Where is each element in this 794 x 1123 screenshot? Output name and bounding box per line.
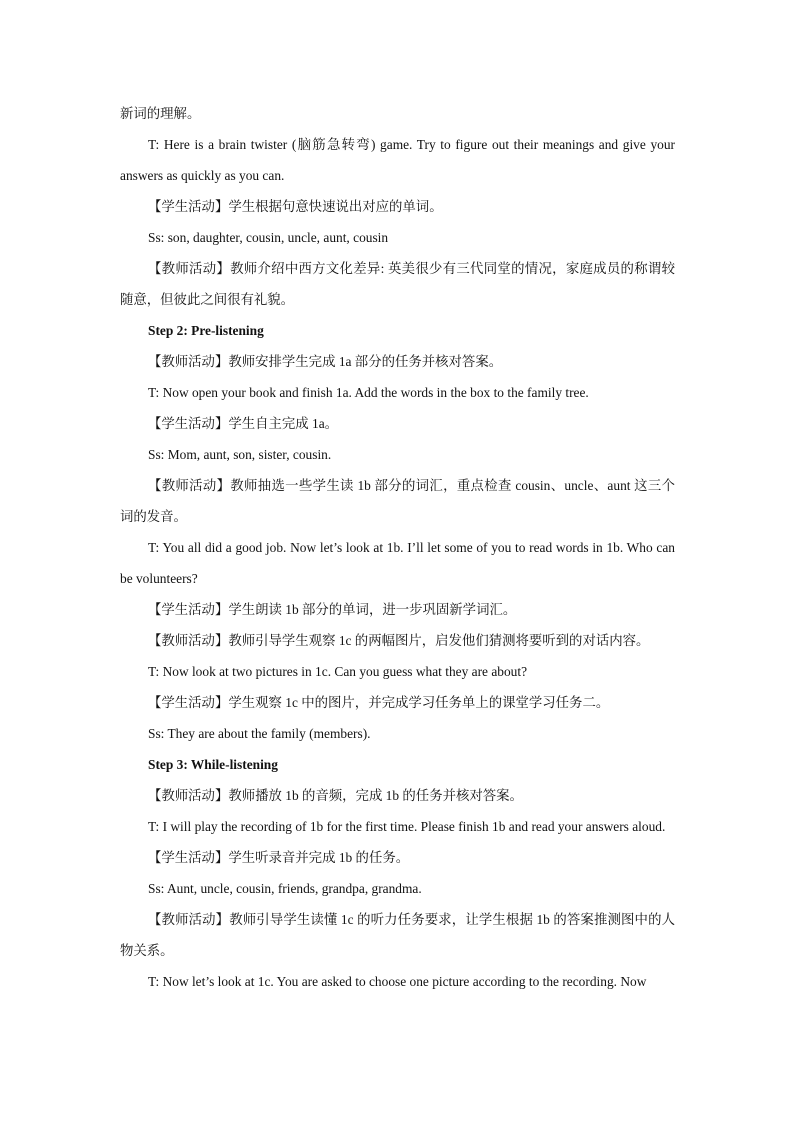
paragraph-teacher-1c-pictures: 【教师活动】教师引导学生观察 1c 的两幅图片，启发他们猜测将要听到的对话内容。	[148, 633, 650, 648]
paragraph-teacher-play-1b: 【教师活动】教师播放 1b 的音频，完成 1b 的任务并核对答案。	[148, 788, 523, 803]
paragraph-student-answers-3: Ss: They are about the family (members).	[148, 726, 371, 741]
paragraph-student-answers-1: Ss: son, daughter, cousin, uncle, aunt, cousin	[148, 230, 389, 245]
paragraph-student-answers-4: Ss: Aunt, uncle, cousin, friends, grandpa, grandma.	[148, 881, 422, 896]
paragraph-teacher-choose-picture: T: Now let’s look at 1c. You are asked to choose one picture according to the recording. Now	[148, 974, 647, 989]
paragraph-teacher-guess: T: Now look at two pictures in 1c. Can you guess what they are about?	[148, 664, 528, 679]
paragraph-continuation: 新词的理解。	[120, 106, 201, 121]
paragraph-student-observe-1c: 【学生活动】学生观察 1c 中的图片，并完成学习任务单上的课堂学习任务二。	[148, 695, 610, 710]
paragraph-teacher-open-book: T: Now open your book and finish 1a. Add the words in the box to the family tree.	[148, 385, 589, 400]
paragraph-teacher-1c-task: 【教师活动】教师引导学生读懂 1c 的听力任务要求，让学生根据 1b 的答案推测图中的人物关系。	[120, 912, 675, 958]
paragraph-student-activity-words: 【学生活动】学生根据句意快速说出对应的单词。	[148, 199, 443, 214]
document-body	[120, 98, 675, 997]
paragraph-teacher-culture: 【教师活动】教师介绍中西方文化差异: 英美很少有三代同堂的情况，家庭成员的称谓较随意，但彼此之间很有礼貌。	[120, 261, 675, 307]
paragraph-student-answers-2: Ss: Mom, aunt, son, sister, cousin.	[148, 447, 332, 462]
paragraph-teacher-brain-twister: T: Here is a brain twister (脑筋急转弯) game. Try to figure out their meanings and give your answers as quickly as you can.	[120, 137, 675, 183]
paragraph-student-1a: 【学生活动】学生自主完成 1a。	[148, 416, 339, 431]
paragraph-student-read-1b: 【学生活动】学生朗读 1b 部分的单词，进一步巩固新学词汇。	[148, 602, 517, 617]
paragraph-student-listen-1b: 【学生活动】学生听录音并完成 1b 的任务。	[148, 850, 410, 865]
paragraph-teacher-volunteers: T: You all did a good job. Now let’s look at 1b. I’ll let some of you to read words in 1b. Who can be volunteers?	[120, 540, 675, 586]
paragraph-teacher-recording: T: I will play the recording of 1b for the first time. Please finish 1b and read your answers aloud.	[148, 819, 666, 834]
paragraph-teacher-1a: 【教师活动】教师安排学生完成 1a 部分的任务并核对答案。	[148, 354, 503, 369]
heading-step-2: Step 2: Pre-listening	[148, 323, 264, 338]
paragraph-teacher-1b-words: 【教师活动】教师抽选一些学生读 1b 部分的词汇，重点检查 cousin、uncle、aunt 这三个词的发音。	[120, 478, 675, 524]
heading-step-3: Step 3: While-listening	[148, 757, 278, 772]
